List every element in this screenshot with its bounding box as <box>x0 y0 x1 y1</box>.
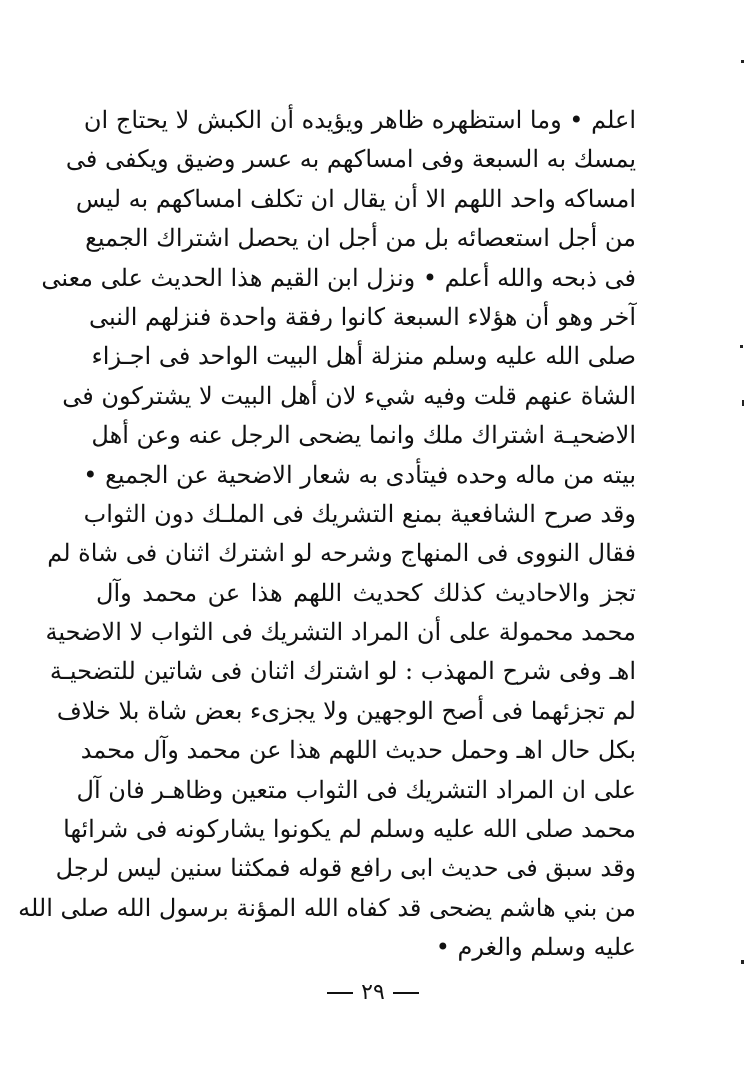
text-line: اعلم • وما استظهره ظاهر ويؤيده أن الكبش لا يحتاج ان <box>83 106 636 134</box>
text-line: آخر وهو أن هؤلاء السبعة كانوا رفقة واحدة فنزلهم النبى <box>88 302 636 331</box>
text-line: لم تجزئهما فى أصح الوجهين ولا يجزىء بعض شاة بلا خلاف <box>56 696 636 725</box>
text-line: من بني هاشم يضحى قد كفاه الله المؤنة برسول الله صلى الله <box>18 893 636 922</box>
left-dash <box>327 992 353 994</box>
edge-mark <box>741 960 744 964</box>
right-dash <box>393 992 419 994</box>
text-line: اهـ وفى شرح المهذب : لو اشترك اثنان فى شاتين للتضحيـة <box>49 657 636 686</box>
text-line: محمد صلى الله عليه وسلم لم يكونوا يشاركونه فى شرائها <box>63 815 636 844</box>
body-text <box>18 101 636 968</box>
edge-mark <box>742 400 744 406</box>
text-line: الشاة عنهم قلت وفيه شيء لان أهل البيت لا يشتركون فى <box>62 381 636 410</box>
text-line: امساكه واحد اللهم الا أن يقال ان تكلف امساكهم به ليس <box>75 184 636 213</box>
text-line: وقد صرح الشافعية بمنع التشريك فى الملـك دون الثواب <box>83 499 636 528</box>
text-line: يمسك به السبعة وفى امساكهم به عسر وضيق ويكفى فى <box>65 145 636 174</box>
text-line: بكل حال اهـ وحمل حديث اللهم هذا عن محمد وآل محمد <box>80 736 636 765</box>
text-line: صلى الله عليه وسلم منزلة أهل البيت الواحد فى اجـزاء <box>91 342 636 371</box>
text-line: وقد سبق فى حديث ابى رافع قوله فمكثنا سنين ليس لرجل <box>55 854 636 883</box>
edge-mark <box>740 345 743 348</box>
text-line: بيته من ماله وحده فيتأدى به شعار الاضحية عن الجميع • <box>83 460 636 489</box>
text-line: الاضحيـة اشتراك ملك وانما يضحى الرجل عنه وعن أهل <box>91 421 636 450</box>
text-line: فى ذبحه والله أعلم • ونزل ابن القيم هذا الحديث على معنى <box>41 263 636 292</box>
edge-mark <box>741 60 744 63</box>
text-line: من أجل استعصائه بل من أجل ان يحصل اشتراك الجميع <box>85 224 636 253</box>
text-line: محمد محمولة على أن المراد التشريك فى الثواب لا الاضحية <box>45 618 636 647</box>
text-line: على ان المراد التشريك فى الثواب متعين وظاهـر فان آل <box>76 775 636 804</box>
text-line: تجز والاحاديث كذلك كحديث اللهم هذا عن محمد وآل <box>96 578 636 607</box>
text-line: عليه وسلم والغرم • <box>435 933 636 962</box>
page-number-text: ٢٩ <box>361 980 385 1005</box>
page-number <box>0 980 746 1005</box>
text-line: فقال النووى فى المنهاج وشرحه لو اشترك اثنان فى شاة لم <box>47 539 636 568</box>
